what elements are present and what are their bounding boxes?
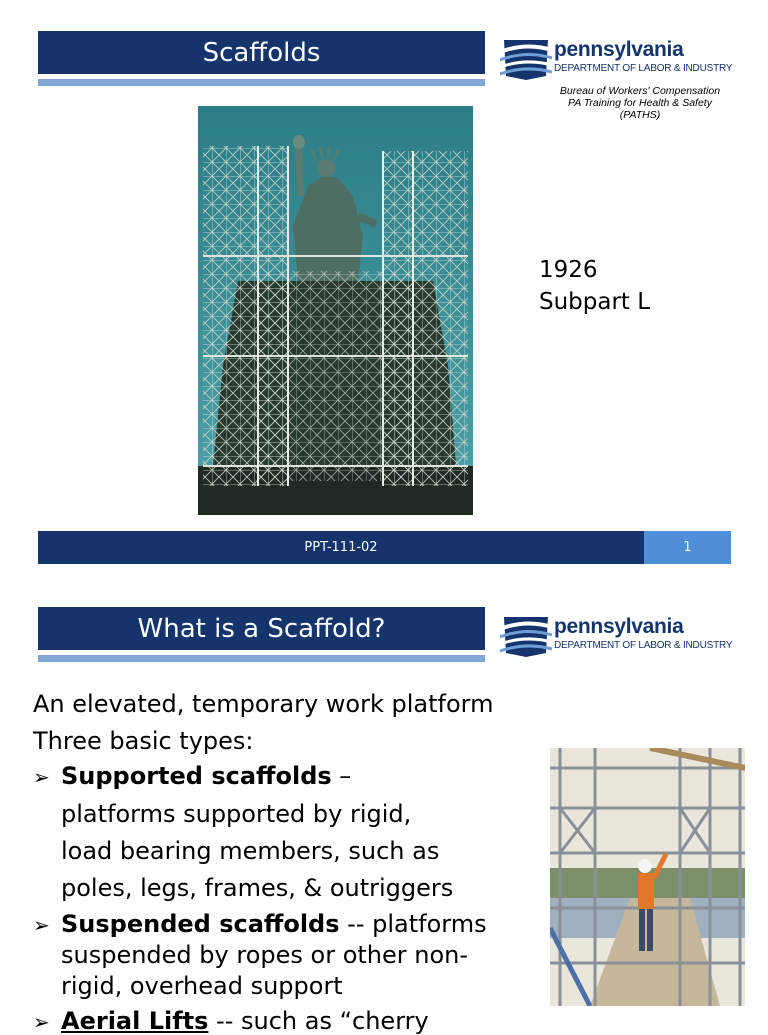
bullet-term: Aerial Lifts — [61, 1007, 209, 1035]
bureau-line: PA Training for Health & Safety — [568, 97, 712, 109]
arrow-bullet-icon: ➢ — [33, 913, 50, 937]
arrow-bullet-icon: ➢ — [33, 1010, 50, 1034]
pennsylvania-logo — [500, 611, 740, 651]
intro-line: Three basic types: — [33, 727, 254, 755]
bullet-rest: – — [331, 762, 352, 790]
bullet-suspended — [33, 910, 487, 938]
bullet-detail: poles, legs, frames, & outriggers — [61, 874, 454, 902]
bullet-detail: platforms supported by rigid, — [61, 800, 412, 828]
logo-department: DEPARTMENT OF LABOR & INDUSTRY — [554, 640, 733, 651]
bullet-detail: load bearing members, such as — [61, 837, 440, 865]
intro-line: An elevated, temporary work platform — [33, 690, 494, 718]
standard-subpart: Subpart L — [539, 289, 651, 315]
bullet-term: Supported scaffolds — [61, 762, 332, 790]
bullet-detail: suspended by ropes or other non- — [61, 941, 469, 969]
worker-scaffold-photo — [550, 748, 745, 1006]
logo-wordmark: pennsylvania — [554, 38, 684, 61]
arrow-bullet-icon: ➢ — [33, 765, 50, 789]
footer-code: PPT-111-02 — [304, 540, 378, 555]
standard-number: 1926 — [539, 257, 598, 283]
page-number: 1 — [644, 531, 731, 564]
logo-department: DEPARTMENT OF LABOR & INDUSTRY — [554, 63, 733, 74]
slide-title-text: Scaffolds — [202, 37, 321, 68]
bullet-rest: -- platforms — [339, 910, 487, 938]
title-underline — [38, 655, 485, 662]
bullet-supported — [33, 762, 351, 790]
bullet-detail: rigid, overhead support — [61, 972, 343, 1000]
bullet-term: Suspended scaffolds — [61, 910, 340, 938]
keystone-icon — [500, 611, 552, 659]
slide-title-text: What is a Scaffold? — [137, 613, 386, 644]
bullet-aerial-lifts — [33, 1007, 429, 1035]
slide-title — [38, 607, 485, 650]
bullet-rest: -- such as “cherry — [208, 1007, 429, 1035]
bureau-line: (PATHS) — [619, 109, 661, 121]
logo-wordmark: pennsylvania — [554, 615, 684, 638]
bureau-line: Bureau of Workers' Compensation — [559, 85, 721, 97]
